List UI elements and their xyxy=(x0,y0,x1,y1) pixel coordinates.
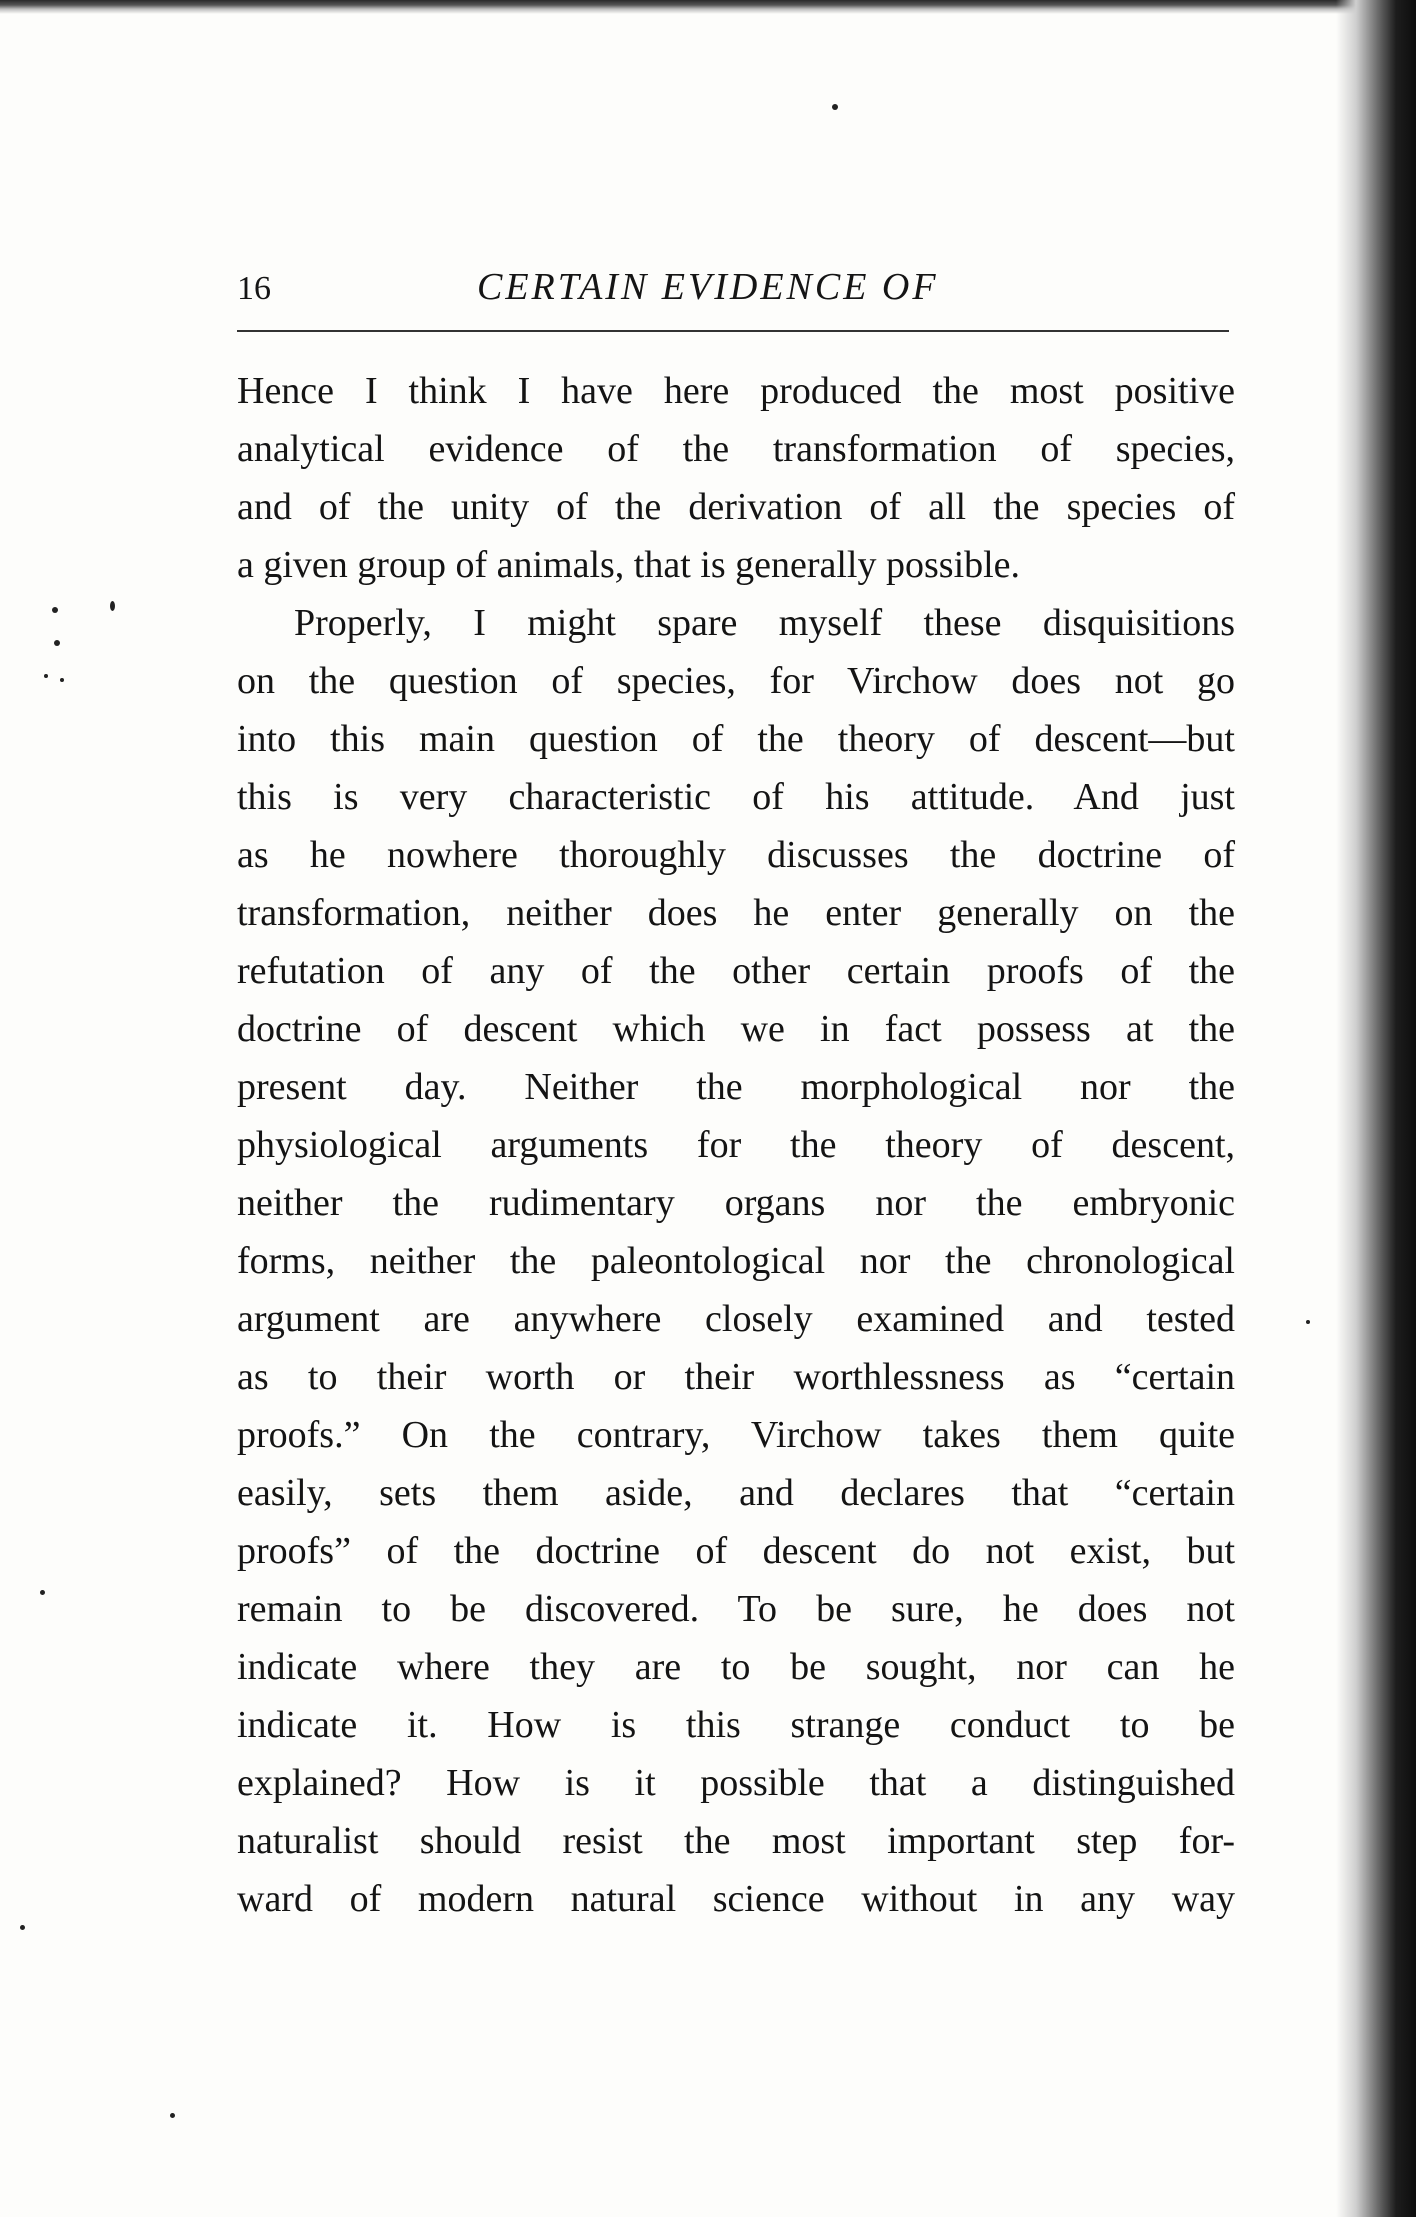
text-line: present day. Neither the morphological nor the xyxy=(237,1066,1235,1108)
header-rule xyxy=(237,330,1229,332)
scan-speck xyxy=(832,104,838,110)
text-line: ward of modern natural science without in any way xyxy=(237,1878,1235,1920)
scan-speck xyxy=(54,640,60,646)
text-line: as to their worth or their worthlessness as “certain xyxy=(237,1356,1235,1398)
scan-speck xyxy=(170,2113,175,2118)
scan-speck xyxy=(20,1925,25,1930)
scan-speck xyxy=(1306,1320,1310,1324)
text-line: doctrine of descent which we in fact possess at the xyxy=(237,1008,1235,1050)
scan-speck xyxy=(52,607,58,613)
text-line: and of the unity of the derivation of all the species of xyxy=(237,486,1235,528)
text-line: indicate it. How is this strange conduct to be xyxy=(237,1704,1235,1746)
text-line: explained? How is it possible that a distinguished xyxy=(237,1762,1235,1804)
text-line: argument are anywhere closely examined and tested xyxy=(237,1298,1235,1340)
scan-speck xyxy=(44,674,48,678)
text-line: Hence I think I have here produced the most positive xyxy=(237,370,1235,412)
text-line: this is very characteristic of his attitude. And just xyxy=(237,776,1235,818)
text-line: transformation, neither does he enter generally on the xyxy=(237,892,1235,934)
text-line: naturalist should resist the most important step for- xyxy=(237,1820,1235,1862)
text-line: a given group of animals, that is generally possible. xyxy=(237,544,1021,586)
page-header xyxy=(237,262,1229,322)
scan-binding-shadow xyxy=(1336,0,1416,2217)
scan-top-edge xyxy=(0,0,1416,14)
text-line: proofs” of the doctrine of descent do not exist, but xyxy=(237,1530,1235,1572)
scan-speck xyxy=(40,1590,45,1595)
text-line: neither the rudimentary organs nor the embryonic xyxy=(237,1182,1235,1224)
page-number: 16 xyxy=(237,270,271,307)
text-line: into this main question of the theory of descent—but xyxy=(237,718,1235,760)
text-line: physiological arguments for the theory of descent, xyxy=(237,1124,1235,1166)
text-line: proofs.” On the contrary, Virchow takes them quite xyxy=(237,1414,1235,1456)
text-line: indicate where they are to be sought, nor can he xyxy=(237,1646,1235,1688)
text-line: forms, neither the paleontological nor the chronological xyxy=(237,1240,1235,1282)
text-line: on the question of species, for Virchow does not go xyxy=(237,660,1235,702)
body-text xyxy=(237,362,1235,1928)
running-title: CERTAIN EVIDENCE OF xyxy=(477,266,939,308)
paragraph-first-line: Properly, I might spare myself these disquisitions xyxy=(294,602,1235,644)
text-line: refutation of any of the other certain proofs of the xyxy=(237,950,1235,992)
text-line: easily, sets them aside, and declares that “certain xyxy=(237,1472,1235,1514)
scan-speck xyxy=(110,601,115,611)
text-line: remain to be discovered. To be sure, he does not xyxy=(237,1588,1235,1630)
scan-speck xyxy=(60,678,64,682)
text-line: as he nowhere thoroughly discusses the doctrine of xyxy=(237,834,1235,876)
text-line: analytical evidence of the transformation of species, xyxy=(237,428,1235,470)
